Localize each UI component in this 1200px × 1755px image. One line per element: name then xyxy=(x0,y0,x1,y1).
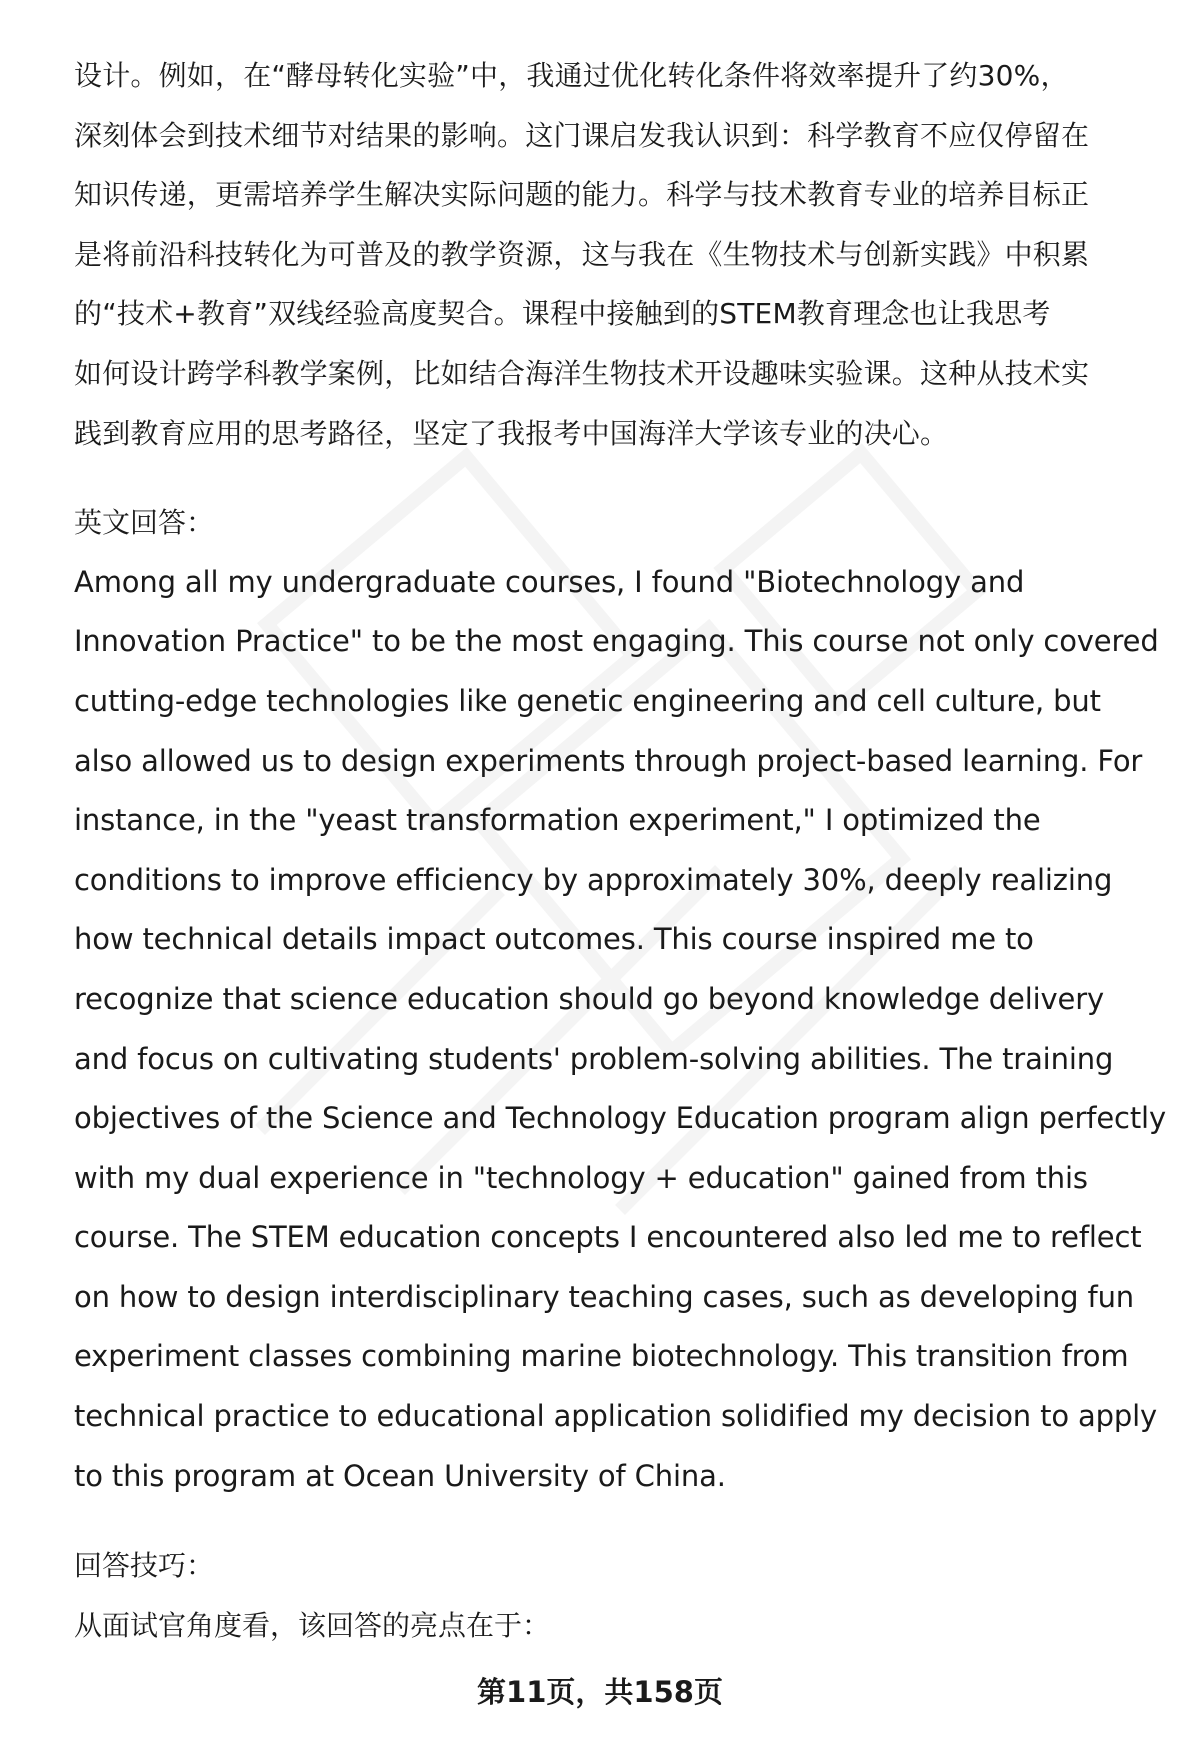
paragraph-line: on how to design interdisciplinary teaching cases, such as developing fun xyxy=(74,1279,1135,1314)
answer-tips-intro: 从面试官角度看，该回答的亮点在于： xyxy=(74,1608,551,1642)
chinese-answer-paragraph xyxy=(74,46,1164,463)
paragraph-line: 如何设计跨学科教学案例，比如结合海洋生物技术开设趣味实验课。这种从技术实 xyxy=(74,356,1090,390)
english-answer-paragraph xyxy=(74,553,1164,1507)
section-spacer xyxy=(74,1506,1164,1536)
page-number-footer: 第11页，共158页 xyxy=(477,1675,723,1709)
paragraph-line: objectives of the Science and Technology Education program align perfectly xyxy=(74,1101,1166,1136)
paragraph-line: technical practice to educational application solidified my decision to apply xyxy=(74,1399,1158,1434)
paragraph-line: conditions to improve efficiency by approximately 30%, deeply realizing xyxy=(74,862,1113,897)
paragraph-line: recognize that science education should go beyond knowledge delivery xyxy=(74,981,1104,1016)
paragraph-line: with my dual experience in "technology + education" gained from this xyxy=(74,1160,1088,1195)
paragraph-line: 深刻体会到技术细节对结果的影响。这门课启发我认识到：科学教育不应仅停留在 xyxy=(74,118,1090,152)
paragraph-line: 是将前沿科技转化为可普及的教学资源，这与我在《生物技术与创新实践》中积累 xyxy=(74,237,1090,271)
paragraph-line: course. The STEM education concepts I encountered also led me to reflect xyxy=(74,1220,1142,1255)
paragraph-line: 的“技术+教育”双线经验高度契合。课程中接触到的STEM教育理念也让我思考 xyxy=(74,297,1051,331)
english-answer-heading: 英文回答： xyxy=(74,506,215,540)
paragraph-line: and focus on cultivating students' problem-solving abilities. The training xyxy=(74,1041,1114,1076)
page-content xyxy=(74,46,1164,1655)
paragraph-line: 设计。例如，在“酵母转化实验”中，我通过优化转化条件将效率提升了约30%， xyxy=(74,59,1069,92)
paragraph-line: instance, in the "yeast transformation experiment," I optimized the xyxy=(74,803,1041,838)
paragraph-line: 知识传递，更需培养学生解决实际问题的能力。科学与技术教育专业的培养目标正 xyxy=(74,178,1090,212)
section-spacer xyxy=(74,463,1164,493)
paragraph-line: experiment classes combining marine biotechnology. This transition from xyxy=(74,1339,1129,1374)
paragraph-line: Innovation Practice" to be the most engaging. This course not only covered xyxy=(74,624,1159,659)
paragraph-line: how technical details impact outcomes. This course inspired me to xyxy=(74,922,1034,957)
paragraph-line: cutting-edge technologies like genetic engineering and cell culture, but xyxy=(74,683,1101,718)
answer-tips-heading: 回答技巧： xyxy=(74,1549,215,1583)
paragraph-line: to this program at Ocean University of China. xyxy=(74,1458,726,1493)
paragraph-line: Among all my undergraduate courses, I found "Biotechnology and xyxy=(74,564,1025,599)
paragraph-line: 践到教育应用的思考路径，坚定了我报考中国海洋大学该专业的决心。 xyxy=(74,416,949,450)
paragraph-line: also allowed us to design experiments through project-based learning. For xyxy=(74,743,1143,778)
